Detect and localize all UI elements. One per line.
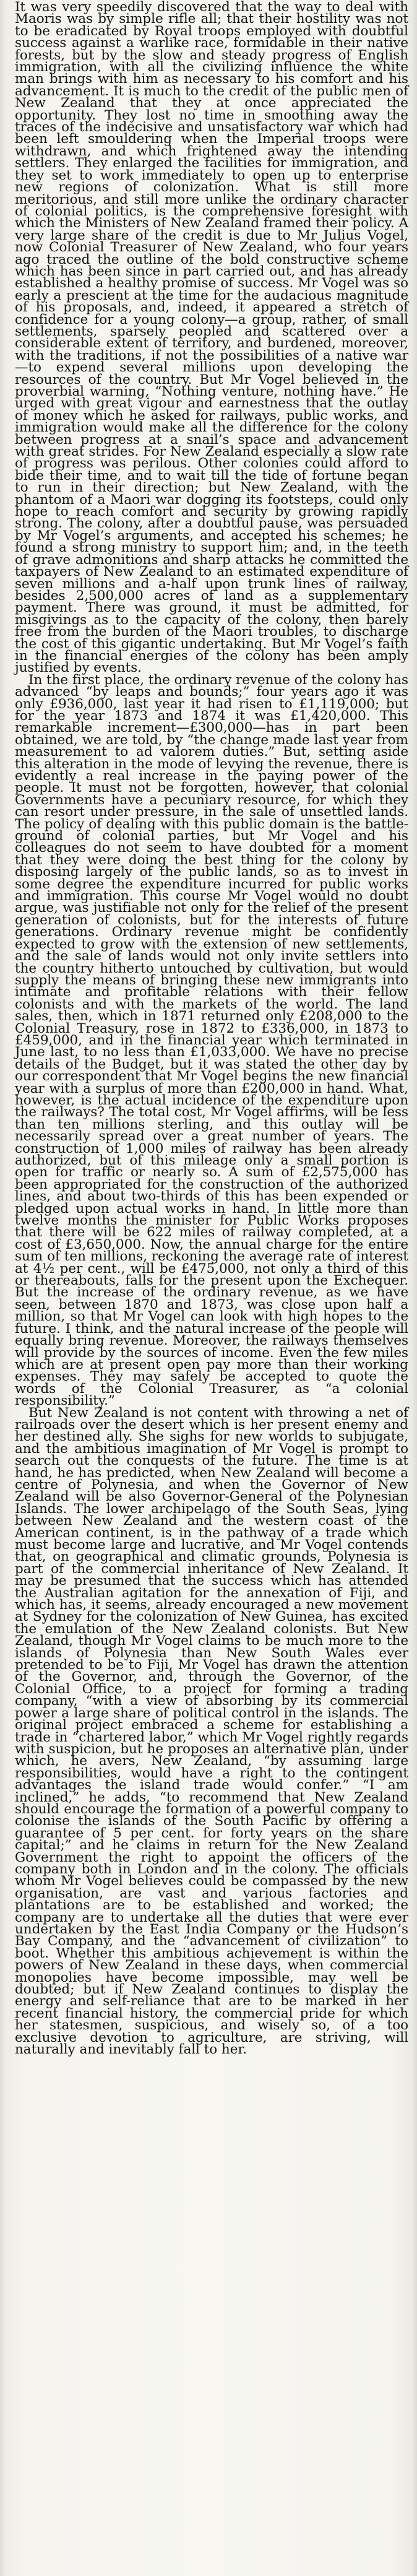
right-page-edge bbox=[412, 0, 417, 2576]
article-paragraph-1: It was very speedily discovered that the way to deal with Maoris was by simple rifle all; that their hostility was not to be eradicated by Royal troops employed with doubtful success against a warlike race, formidable in their native forests, but by the slow and steady progress of English immigration, with all the civilizing influence the white man brings with him as necessary to his comfort and his advancement. It is much to the credit of the public men of New Zealand that they at once appreciated the opportunity. They lost no time in smoothing away the traces of the indecisive and unsatisfactory war which had been left smouldering when the Imperial troops were withdrawn, and which frightened away the intending settlers. They enlarged the facilities for immigration, and they set to work immediately to open up to enterprise new regions of colonization. What is still more meritorious, and still more unlike the ordinary character of colonial politics, is the comprehensive foresight with which the Ministers of New Zealand framed their policy. A very large share of the credit is due to Mr Julius Vogel, now Colonial Treasurer of New Zealand, who four years ago traced the outline of the bold constructive scheme which has been since in part carried out, and has already established a healthy promise of success. Mr Vogel was so early a prescient at the time for the audacious magnitude of his proposals, and, indeed, it appeared a stretch of confidence for a young colony—a group, rather, of small settlements, sparsely peopled and scattered over a considerable extent of territory, and burdened, moreover, with the traditions, if not the possibilities of a native war—to expend several millions upon developing the resources of the country. But Mr Vogel believed in the proverbial warning, “Nothing venture, nothing have.” He urged with great vigour and earnestness that the outlay of money which he asked for railways, public works, and immigration would make all the difference for the colony between progress at a snail’s space and advancement with great strides. For New Zealand especially a slow rate of progress was perilous. Other colonies could afford to bide their time, and to wait till the tide of fortune began to run in their direction; but New Zealand, with the phantom of a Maori war dogging its footsteps, could only hope to reach comfort and security by growing rapidly strong. The colony, after a doubtful pause, was persuaded by Mr Vogel’s arguments, and accepted his schemes; he found a strong ministry to support him; and, in the teeth of grave admonitions and sharp attacks he committed the taxpayers of New Zealand to an estimated expenditure of seven millions and a-half upon trunk lines of railway, besides 2,500,000 acres of land as a supplementary payment. There was ground, it must be admitted, for misgivings as to the capacity of the colony, then barely free from the burden of the Maori troubles, to discharge the cost of this gigantic undertaking. But Mr Vogel’s faith in the financial energies of the colony has been amply justified by events. bbox=[15, 0, 408, 676]
left-page-edge bbox=[0, 0, 5, 2576]
article-paragraph-3: But New Zealand is not content with throwing a net of railroads over the desert which is her present enemy and her destined ally. She sighs for new worlds to subjugate, and the ambitious imagination of Mr Vogel is prompt to search out the conquests of the future. The time is at hand, he has predicted, when New Zealand will become a centre of Polynesia, and when the Governor of New Zealand will be also Governor-General of the Polynesian Islands. The lower archipelago of the South Seas, lying between New Zealand and the western coast of the American continent, is in the pathway of a trade which must become large and lucrative, and Mr Vogel contends that, on geographical and climatic grounds, Polynesia is part of the commercial inheritance of New Zealand. It may be presumed that the success which has attended the Australian agitation for the annexation of Fiji, and which has, it seems, already encouraged a new movement at Sydney for the colonization of New Guinea, has excited the emulation of the New Zealand colonists. But New Zealand, though Mr Vogel claims to be much more to the islands of Polynesia than New South Wales ever pretended to be to Fiji, Mr Vogel has drawn the attention of the Governor, and, through the Governor, of the Colonial Office, to a project for forming a trading company, “with a view of absorbing by its commercial power a large share of political control in the islands. The original project embraced a scheme for establishing a trade in “chartered labor,” which Mr Vogel rightly regards with suspicion, but he proposes an alternative plan, under which, he avers, New Zealand, “by assuming large responsibilities, would have a right to the contingent advantages the island trade would confer.” “I am inclined,” he adds, “to recommend that New Zealand should encourage the formation of a powerful company to colonise the islands of the South Pacific by offering a guarantee of 5 per cent. for forty years on the share capital;” and he claims in return for the New Zealand Government the right to appoint the officers of the company both in London and in the colony. The officials whom Mr Vogel believes could be compassed by the new organisation, are vast and various factories and plantations are to be established and worked; the company are to undertake all the duties that were ever undertaken by the East India Company or the Hudson’s Bay Company, and the “advancement of civilization” to boot. Whether this ambitious achievement is within the powers of New Zealand in these days, when commercial monopolies have become impossible, may well be doubted; but if New Zealand continues to display the energy and self-reliance that are to be marked in her recent financial history, the commercial pride for which her statesmen, suspicious, and wisely so, of a too exclusive devotion to agriculture, are striving, will naturally and inevitably fall to her. bbox=[15, 1405, 408, 2058]
article-paragraph-2: In the first place, the ordinary revenue of the colony has advanced “by leaps and bounds;” four years ago it was only £936,000, last year it had risen to £1,119,000; but for the year 1873 and 1874 it was £1,420,000. This remarkable increment—£300,000—has in part been obtained, we are told, by “the change made last year from measurement to ad valorem duties.” But, setting aside this alteration in the mode of levying the revenue, there is evidently a real increase in the paying power of the people. It must not be forgotten, however, that colonial Governments have a pecuniary resource, for which they can resort under pressure, in the sale of unsettled lands. The policy of dealing with this public domain is the battle-ground of colonial parties, but Mr Vogel and his colleagues do not seem to have doubted for a moment that they were doing the best thing for the colony by disposing largely of the public lands, so as to invest in some degree the expenditure incurred for public works and immigration. This course Mr Vogel would no doubt argue, was justifiable not only for the relief of the present generation of colonists, but for the interests of future generations. Ordinary revenue might be confidently expected to grow with the extension of new settlements, and the sale of lands would not only invite settlers into the country hitherto untouched by cultivation, but would supply the means of bringing these new immigrants into intimate and profitable relations with their fellow colonists and with the markets of the world. The land sales, then, which in 1871 returned only £208,000 to the Colonial Treasury, rose in 1872 to £336,000, in 1873 to £459,000, and in the financial year which terminated in June last, to no less than £1,033,000. We have no precise details of the Budget, but it was stated the other day by our correspondent that Mr Vogel begins the new financial year with a surplus of more than £200,000 in hand. What, however, is the actual incidence of the expenditure upon the railways? The total cost, Mr Vogel affirms, will be less than ten millions sterling, and this outlay will be necessarily spread over a great number of years. The construction of 1,000 miles of railway has been already authorized, but of this mileage only a small portion is open for traffic or nearly so. A sum of £2,575,000 has been appropriated for the construction of the authorized lines, and about two-thirds of this has been expended or pledged upon actual works in hand. In little more than twelve months the minister for Public Works proposes that there will be 622 miles of railway completed, at a cost of £3,650,000. Now, the annual charge for the entire sum of ten millions, reckoning the average rate of interest at 4½ per cent., will be £475,000, not only a third of this or thereabouts, falls for the present upon the Exchequer. But the increase of the ordinary revenue, as we have seen, between 1870 and 1873, was close upon half a million, so that Mr Vogel can look with high hopes to the future. I think, and the natural increase of the people will equally bring revenue. Moreover, the railways themselves will provide by the sources of income. Even the few miles which are at present open pay more than their working expenses. They may safely be accepted to quote the words of the Colonial Treasurer, as “a colonial responsibility.” bbox=[15, 672, 408, 1409]
article-column bbox=[15, 1, 408, 2570]
